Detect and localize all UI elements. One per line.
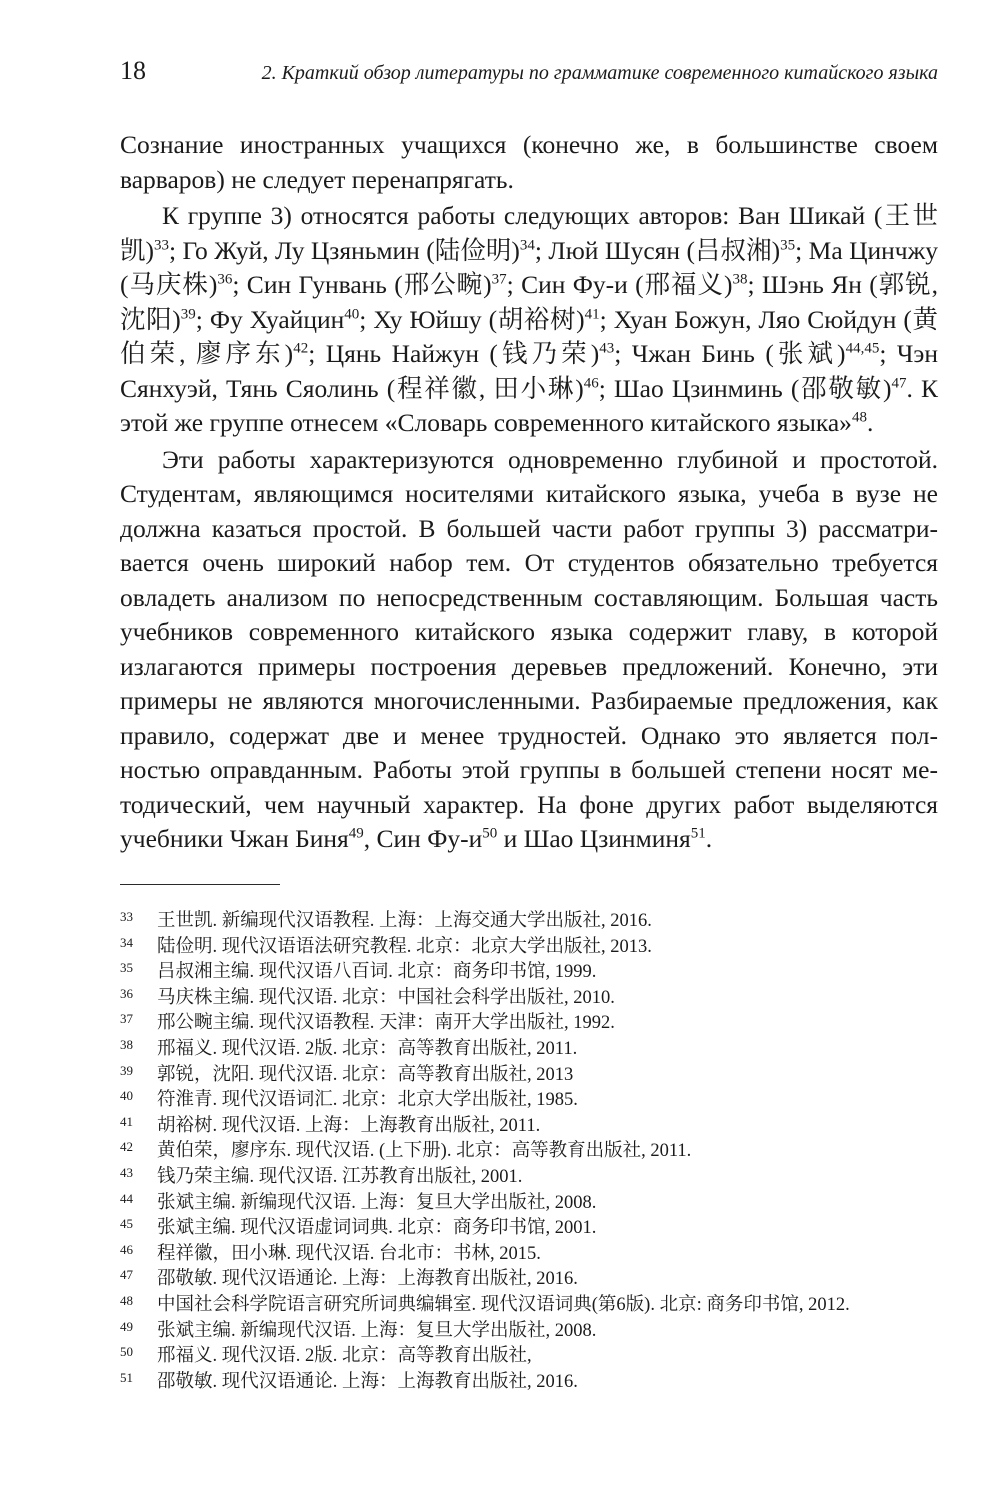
running-head: 2. Краткий обзор литературы по грамматике современного китайского языка bbox=[261, 62, 938, 84]
footnote-45 bbox=[120, 1213, 950, 1239]
text-run: ; Цянь Найжун (钱乃荣) bbox=[308, 339, 600, 368]
footnote-ref: 33 bbox=[154, 237, 170, 253]
paragraph-3 bbox=[120, 443, 938, 857]
footnote-number: 44 bbox=[120, 1190, 133, 1206]
footnote-44 bbox=[120, 1188, 950, 1214]
footnote-41 bbox=[120, 1111, 950, 1137]
footnote-51 bbox=[120, 1367, 950, 1393]
footnote-text: 中国社会科学院语言研究所词典编辑室. 现代汉语词典(第6版). 北京: 商务印书馆, 2012. bbox=[157, 1294, 850, 1315]
footnote-number: 34 bbox=[120, 934, 133, 950]
footnote-40 bbox=[120, 1085, 950, 1111]
footnote-ref: 42 bbox=[293, 340, 309, 357]
footnote-number: 35 bbox=[120, 960, 133, 976]
footnote-37 bbox=[120, 1008, 950, 1034]
footnote-ref: 44,45 bbox=[845, 340, 880, 357]
footnote-number: 50 bbox=[120, 1344, 133, 1360]
footnote-ref: 47 bbox=[891, 375, 907, 391]
footnote-36 bbox=[120, 983, 950, 1009]
footnote-text: 陆俭明. 现代汉语语法研究教程. 北京：北京大学出版社, 2013. bbox=[157, 936, 652, 957]
footnote-ref: 35 bbox=[780, 237, 796, 253]
footnote-text: 邢福义. 现代汉语. 2版. 北京：高等教育出版社, bbox=[157, 1346, 532, 1367]
footnote-number: 38 bbox=[120, 1036, 133, 1052]
footnote-50 bbox=[120, 1341, 950, 1367]
footnote-text: 邢公畹主编. 现代汉语教程. 天津：南开大学出版社, 1992. bbox=[157, 1013, 615, 1034]
footnote-48 bbox=[120, 1290, 950, 1316]
footnote-number: 36 bbox=[120, 985, 133, 1001]
footnote-text: 吕叔湘主编. 现代汉语八百词. 北京：商务印书馆, 1999. bbox=[157, 962, 597, 983]
footnote-number: 48 bbox=[120, 1292, 133, 1308]
footnote-ref: 43 bbox=[599, 340, 615, 357]
text-run: ; Люй Шусян (吕叔湘) bbox=[534, 235, 781, 265]
page-number: 18 bbox=[120, 56, 146, 85]
footnote-text: 张斌主编. 新编现代汉语. 上海：复旦大学出版社, 2008. bbox=[157, 1320, 597, 1341]
footnote-38 bbox=[120, 1034, 950, 1060]
footnote-ref: 41 bbox=[584, 306, 600, 322]
text-run: ; Чэн Сянхуэй, Тянь Сяолинь (程祥徽, 田小琳) bbox=[120, 339, 939, 403]
footnote-ref: 46 bbox=[583, 375, 599, 391]
footnote-text: 钱乃荣主编. 现代汉语. 江苏教育出版社, 2001. bbox=[157, 1166, 523, 1187]
footnote-ref: 40 bbox=[344, 306, 360, 322]
footnote-number: 42 bbox=[120, 1139, 133, 1155]
footnote-ref: 36 bbox=[217, 271, 233, 288]
paragraph-2 bbox=[120, 199, 938, 441]
text-run: ; Го Жуй, Лу Цзяньмин (陆俭明) bbox=[169, 235, 520, 265]
footnote-33 bbox=[120, 906, 950, 932]
footnote-42 bbox=[120, 1136, 950, 1162]
text-run: ; Фу Хуайцин bbox=[195, 304, 345, 334]
footnote-number: 43 bbox=[120, 1164, 133, 1180]
footnote-49 bbox=[120, 1316, 950, 1342]
text-run: ; Син Фу-и (邢福义) bbox=[506, 270, 733, 299]
footnote-number: 33 bbox=[120, 909, 133, 924]
text-run: ; Ма Цинчжу (马庆株) bbox=[120, 235, 938, 299]
text-run: ; Шэнь Ян (郭锐, 沈阳) bbox=[120, 270, 938, 334]
footnote-separator bbox=[120, 884, 280, 885]
footnote-text: 张斌主编. 新编现代汉语. 上海：复旦大学出版社, 2008. bbox=[157, 1192, 597, 1213]
text-run: . bbox=[705, 824, 713, 853]
paragraph-1: Сознание иностранных учащихся (конечно же, в большинстве своем варваров) не следует перенапрягать. bbox=[120, 130, 938, 194]
footnote-ref: 50 bbox=[482, 825, 498, 842]
footnote-text: 胡裕树. 现代汉语. 上海：上海教育出版社, 2011. bbox=[157, 1115, 541, 1136]
footnote-text: 邢福义. 现代汉语. 2版. 北京：高等教育出版社, 2011. bbox=[157, 1038, 578, 1059]
footnote-46 bbox=[120, 1239, 950, 1265]
footnote-text: 黄伯荣，廖序东. 现代汉语. (上下册). 北京：高等教育出版社, 2011. bbox=[157, 1141, 692, 1162]
footnote-43 bbox=[120, 1162, 950, 1188]
text-run: . bbox=[866, 408, 874, 437]
text-run: К группе 3) относятся работы следующих авторов: Ван Шикай (王世凯) bbox=[120, 201, 938, 265]
footnote-ref: 48 bbox=[851, 409, 867, 426]
footnote-34 bbox=[120, 932, 950, 958]
text-run: ; Хуан Божун, Ляо Сюйдун (黄伯荣, 廖序东) bbox=[120, 304, 938, 368]
text-run: ; Ху Юйшу (胡裕树) bbox=[359, 304, 585, 334]
footnote-ref: 34 bbox=[519, 237, 535, 253]
footnote-39 bbox=[120, 1060, 950, 1086]
text-run: и Шао Цзинминя bbox=[497, 824, 691, 853]
footnote-number: 41 bbox=[120, 1113, 133, 1129]
main-text bbox=[120, 128, 938, 857]
footnote-ref: 51 bbox=[690, 825, 706, 842]
footnote-number: 37 bbox=[120, 1011, 133, 1027]
text-run: ; Шао Цзинминь (邵敬敏) bbox=[598, 373, 892, 403]
footnote-number: 47 bbox=[120, 1267, 133, 1283]
footnote-number: 39 bbox=[120, 1062, 133, 1078]
footnote-ref: 38 bbox=[732, 271, 748, 288]
text-run: . К этой же группе отнесем «Словарь современного китайского языка» bbox=[120, 373, 938, 437]
footnote-number: 51 bbox=[120, 1369, 133, 1385]
footnote-ref: 39 bbox=[180, 306, 196, 322]
footnotes bbox=[120, 906, 950, 1392]
text-run: ; Син Гунвань (邢公畹) bbox=[232, 270, 492, 299]
footnote-text: 王世凯. 新编现代汉语教程. 上海：上海交通大学出版社, 2016. bbox=[157, 911, 652, 931]
footnote-text: 邵敬敏. 现代汉语通论. 上海：上海教育出版社, 2016. bbox=[157, 1269, 578, 1290]
footnote-text: 郭锐，沈阳. 现代汉语. 北京：高等教育出版社, 2013 bbox=[157, 1064, 574, 1085]
footnote-number: 45 bbox=[120, 1216, 133, 1232]
footnote-47 bbox=[120, 1264, 950, 1290]
footnote-text: 马庆株主编. 现代汉语. 北京：中国社会科学出版社, 2010. bbox=[157, 987, 615, 1008]
footnote-ref: 37 bbox=[491, 271, 507, 288]
footnote-ref: 49 bbox=[348, 825, 364, 842]
footnote-text: 张斌主编. 现代汉语虚词词典. 北京：商务印书馆, 2001. bbox=[157, 1218, 597, 1239]
footnote-number: 40 bbox=[120, 1088, 133, 1104]
text-run: , Син Фу-и bbox=[363, 824, 483, 853]
footnote-35 bbox=[120, 957, 950, 983]
text-run: ; Чжан Бинь (张斌) bbox=[614, 339, 846, 368]
footnote-text: 邵敬敏. 现代汉语通论. 上海：上海教育出版社, 2016. bbox=[157, 1371, 578, 1392]
footnote-text: 程祥徽，田小琳. 现代汉语. 台北市：书林, 2015. bbox=[157, 1243, 541, 1264]
footnote-number: 46 bbox=[120, 1241, 133, 1257]
footnote-text: 符淮青. 现代汉语词汇. 北京：北京大学出版社, 1985. bbox=[157, 1090, 578, 1111]
footnote-number: 49 bbox=[120, 1318, 133, 1334]
text-run: Эти работы характеризуются одновременно глубиной и простотой. Студентам, являющимся носителями китайского языка, учеба в вузе не должна казаться простой. В большей части работ группы 3) рассматривается очень широкий набор тем. От студентов обязательно требуется овладеть анализом по непосредственным составляющим. Большая часть учебников современного китайского языка содержит главу, в которой излагаются примеры построения деревьев предложений. Конечно, эти примеры не являются многочисленными. Разбираемые предложения, как правило, содержат две и менее трудностей. Однако это является полностью оправданным. Работы этой группы в большей степени носят методический, чем научный характер. На фоне других работ выделяются учебники Чжан Биня bbox=[120, 444, 938, 853]
